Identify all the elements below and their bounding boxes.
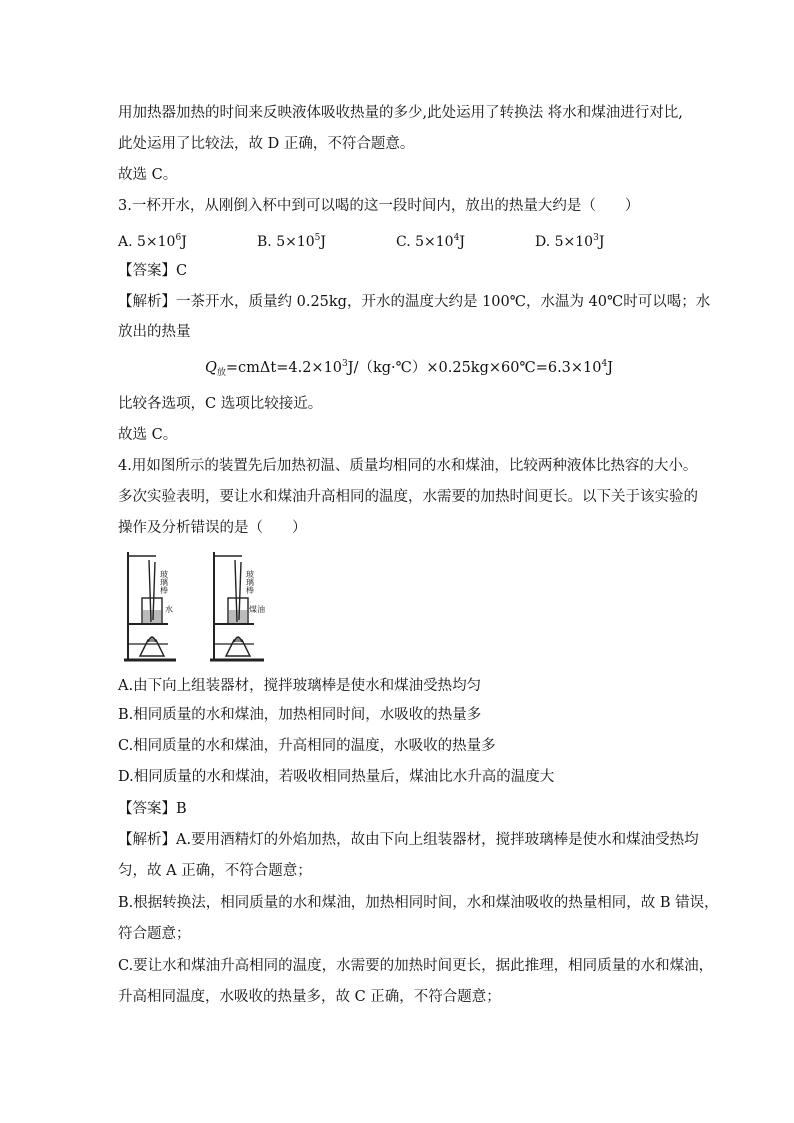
option-4c: C.相同质量的水和煤油，升高相同的温度，水吸收的热量多 — [118, 738, 496, 754]
text-line: 比较各选项，C 选项比较接近。 — [118, 396, 323, 412]
analysis-4-line: C.要让水和煤油升高相同的温度，水需要的加热时间更长，据此推理，相同质量的水和煤油， — [118, 958, 714, 974]
analysis-4-line: 匀，故 A 正确，不符合题意； — [118, 863, 312, 879]
text-line: 故选 C。 — [118, 427, 178, 443]
analysis-4-line: 符合题意； — [118, 926, 191, 942]
question-4: 4.用如图所示的装置先后加热初温、质量均相同的水和煤油，比较两种液体比热容的大小。 — [118, 458, 698, 474]
water-label: 水 — [165, 605, 173, 614]
answer-4: 【答案】B — [118, 801, 187, 817]
option-3a: A. $5\times 10^6J$ — [118, 233, 187, 250]
text-line: 故选 C。 — [118, 167, 178, 183]
option-4d: D.相同质量的水和煤油，若吸收相同热量后，煤油比水升高的温度大 — [118, 769, 555, 785]
answer-3: 【答案】C — [118, 263, 188, 279]
analysis-4-line: B.根据转换法，相同质量的水和煤油，加热相同时间，水和煤油吸收的热量相同，故 B 错误， — [118, 895, 719, 911]
question-3: 3.一杯开水，从刚倒入杯中到可以喝的这一段时间内，放出的热量大约是（ ） — [118, 198, 640, 214]
option-3c: C. $5\times 10^4J$ — [396, 233, 465, 250]
analysis-4-line: 升高相同温度，水吸收的热量多，故 C 正确，不符合题意； — [118, 989, 501, 1005]
option-3d: D. $5\times 10^3J$ — [535, 233, 605, 250]
rod-label-right: 玻璃棒 — [245, 570, 255, 594]
analysis-3-line: 【解析】一茶开水，质量约 0.25kg，开水的温度大约是 100℃，水温为 40℃时可以喝；水 — [118, 294, 711, 310]
question-4-line: 操作及分析错误的是（ ） — [118, 520, 307, 536]
option-4b: B.相同质量的水和煤油，加热相同时间，水吸收的热量多 — [118, 707, 482, 723]
option-4a: A.由下向上组装器材，搅拌玻璃棒是使水和煤油受热均匀 — [118, 678, 482, 694]
text-line: 用加热器加热的时间来反映液体吸收热量的多少,此处运用了转换法 将水和煤油进行对比, — [118, 105, 683, 121]
question-4-line: 多次实验表明，要让水和煤油升高相同的温度，水需要的加热时间更长。以下关于该实验的 — [118, 489, 698, 505]
heat-formula: $Q_放=cm\Delta t=4.2\times 10^3J/(kg\cdot℃)\times 0.25kg\times 60℃=6.3\times 10^4J$ — [205, 359, 614, 378]
analysis-4-line: 【解析】A.要用酒精灯的外焰加热，故由下向上组装器材，搅拌玻璃棒是使水和煤油受热均 — [118, 832, 699, 848]
analysis-3-line: 放出的热量 — [118, 324, 191, 340]
option-3b: B. $5\times 10^5J$ — [257, 233, 326, 250]
text-line: 此处运用了比较法，故 D 正确，不符合题意。 — [118, 136, 415, 152]
rod-label-left: 玻璃棒 — [159, 570, 169, 594]
kerosene-label: 煤油 — [249, 605, 265, 614]
experiment-apparatus-figure — [118, 548, 288, 666]
